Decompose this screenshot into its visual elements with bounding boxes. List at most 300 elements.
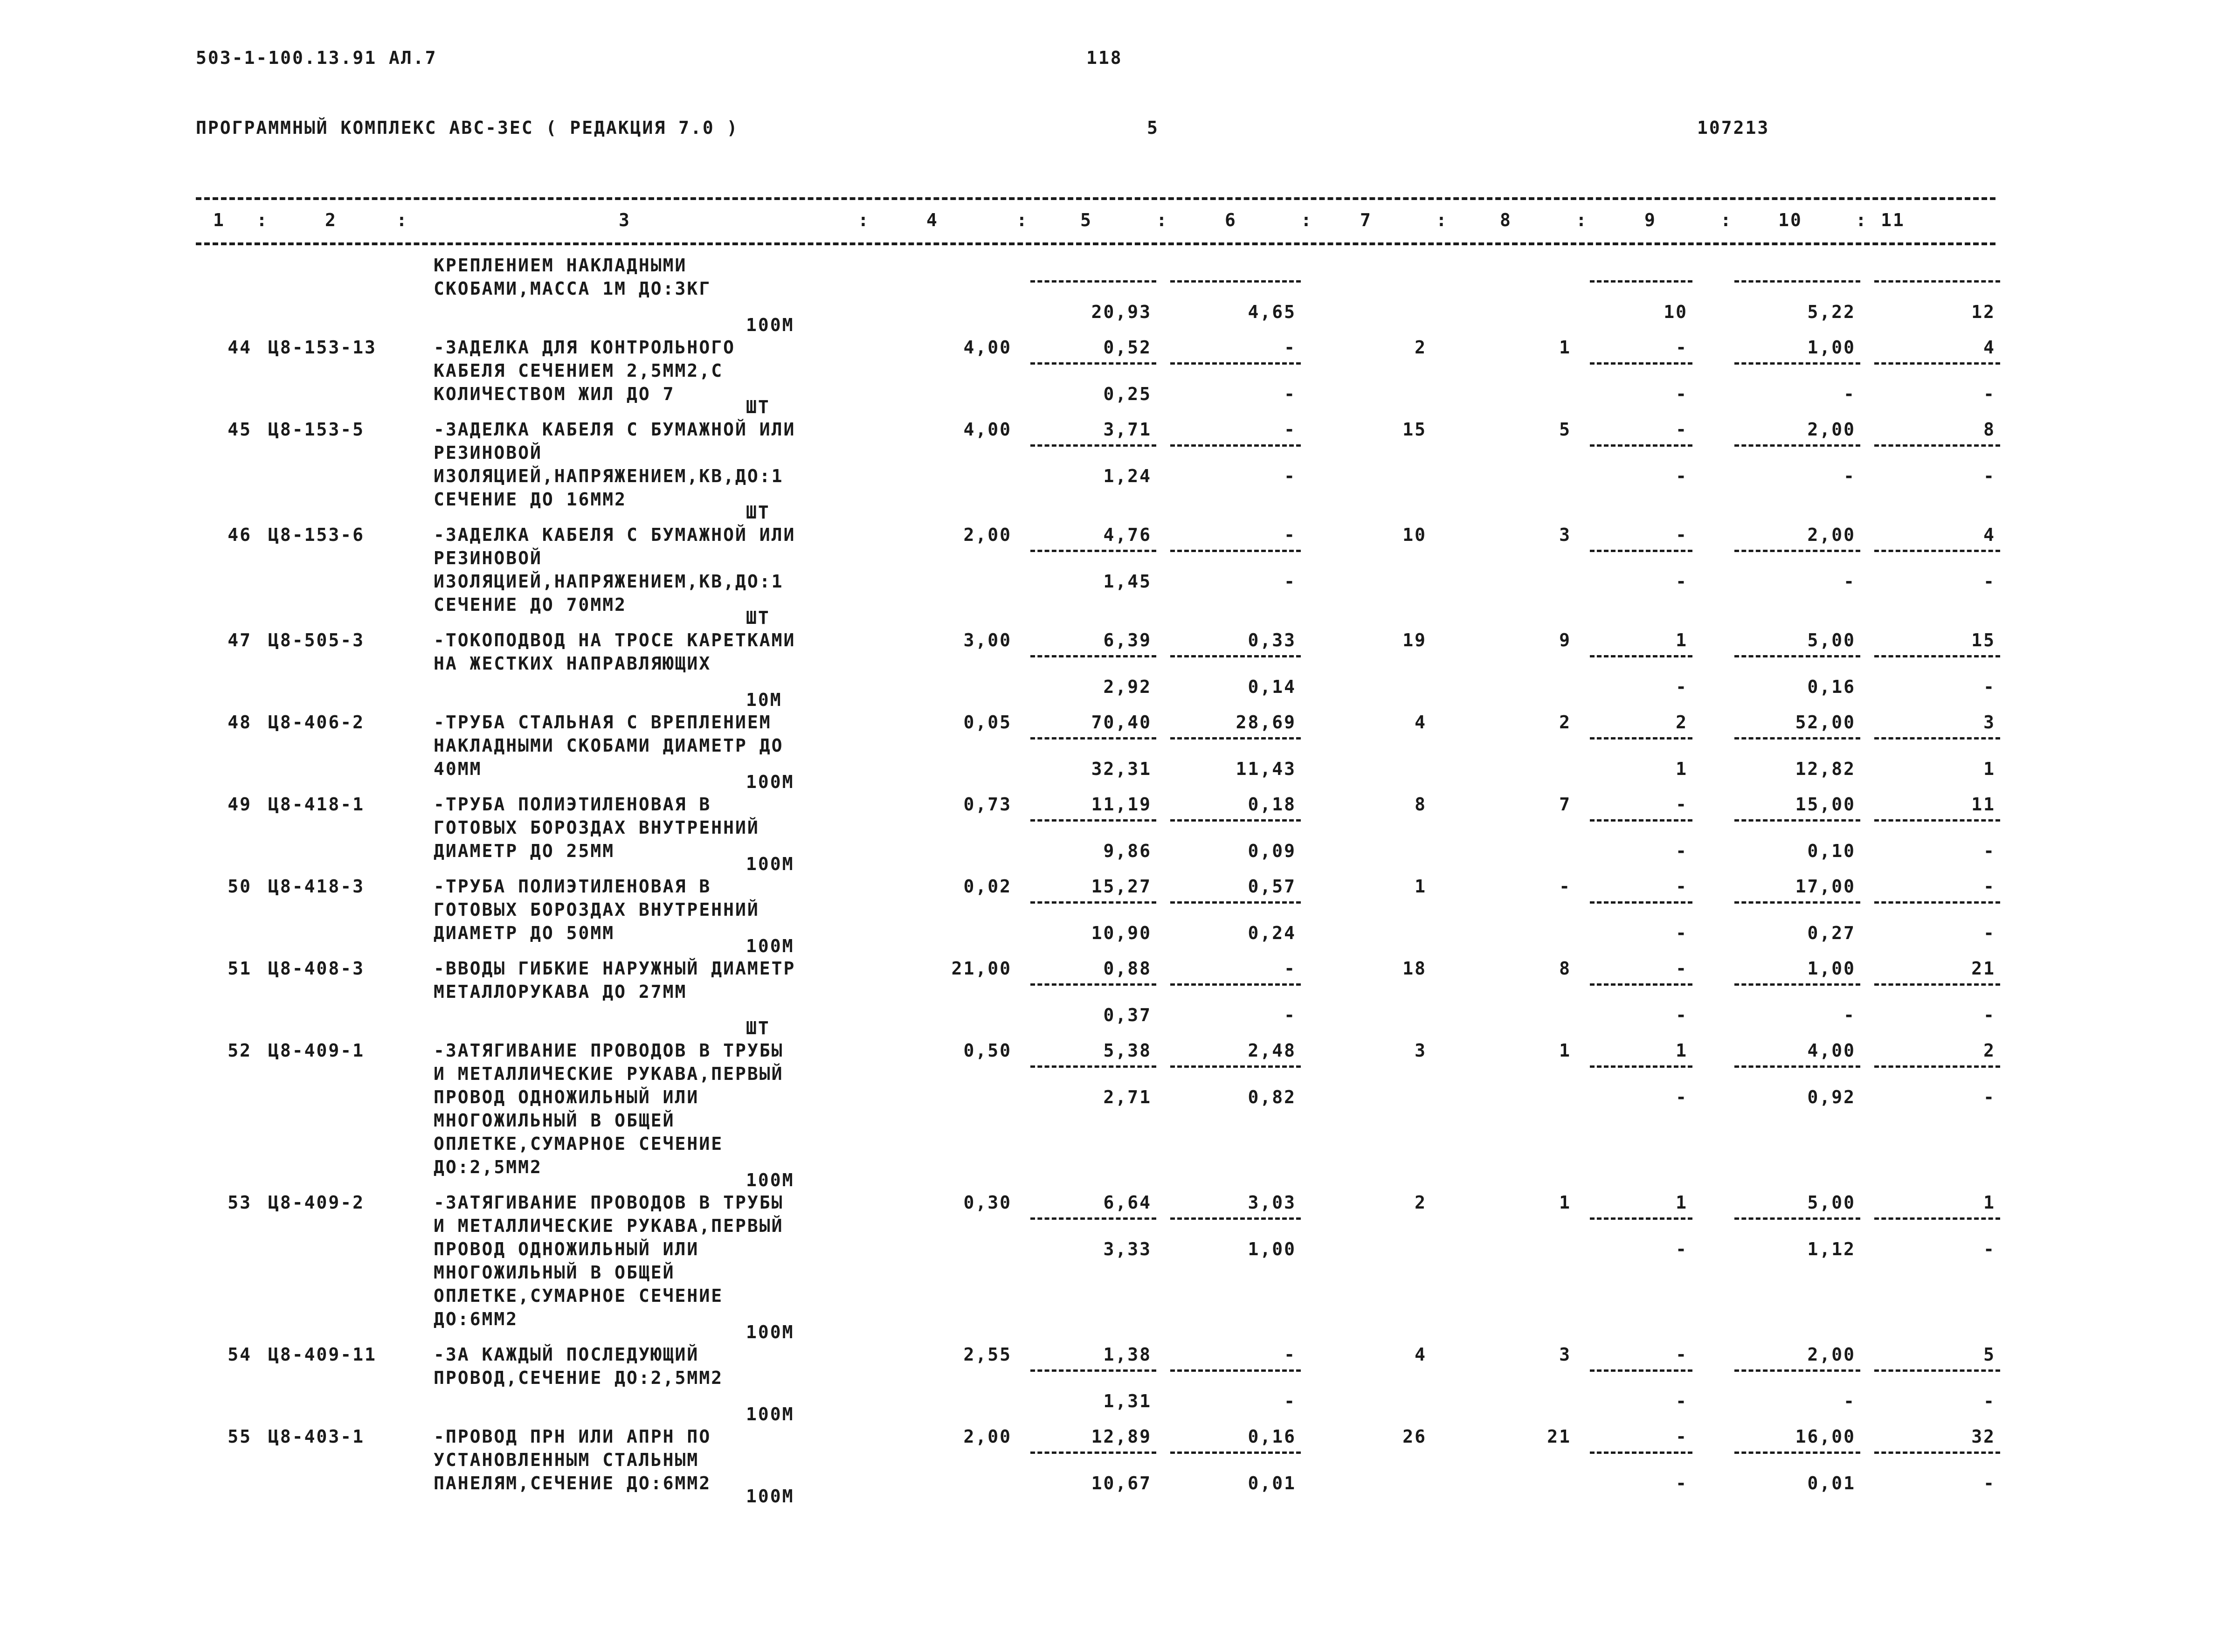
- item-description-line: ОПЛЕТКЕ,СУМАРНОЕ СЕЧЕНИЕ: [434, 1286, 724, 1306]
- col5-value: 6,64: [1103, 1192, 1152, 1213]
- document-code: 107213: [1697, 118, 1770, 138]
- col11-value: 4: [1983, 337, 1995, 358]
- col9-value: 2: [1676, 712, 1688, 733]
- item-description-line: -ЗАДЕЛКА КАБЕЛЯ С БУМАЖНОЙ ИЛИ: [434, 525, 796, 545]
- col9-second-value: -: [1676, 466, 1688, 486]
- col6-value: -: [1284, 337, 1296, 358]
- item-code: Ц8-403-1: [268, 1426, 365, 1447]
- col5-second-value: 10,67: [1091, 1473, 1152, 1493]
- col10-underline: [1734, 1217, 1860, 1220]
- item-number: 48: [228, 712, 252, 733]
- col8-value: 5: [1559, 419, 1571, 440]
- item-description-line: ДИАМЕТР ДО 25ММ: [434, 841, 615, 861]
- col7-value: 26: [1402, 1426, 1427, 1447]
- column-number-9: 9: [1644, 210, 1657, 230]
- section-number: 5: [1147, 118, 1159, 138]
- col11-underline: [1874, 983, 2000, 986]
- item-description-line: СЕЧЕНИЕ ДО 70ММ2: [434, 594, 627, 615]
- col9-second-value: -: [1676, 923, 1688, 943]
- item-description-line: -ЗА КАЖДЫЙ ПОСЛЕДУЮЩИЙ: [434, 1344, 699, 1365]
- table-top-rule: [196, 197, 1995, 200]
- col10-underline: [1734, 550, 1860, 552]
- item-code: Ц8-153-5: [268, 419, 365, 440]
- item-description-line: РЕЗИНОВОЙ: [434, 442, 542, 463]
- column-number-8: 8: [1500, 210, 1512, 230]
- col9-underline: [1590, 550, 1692, 552]
- unit-of-measure: 100М: [746, 315, 794, 335]
- item-description-line: -ПРОВОД ПРН ИЛИ АПРН ПО: [434, 1426, 711, 1447]
- col10-underline: [1734, 444, 1860, 447]
- col6-underline: [1170, 1065, 1301, 1068]
- unit-of-measure: 100М: [746, 1404, 794, 1424]
- col10-underline: [1734, 280, 1860, 283]
- col7-value: 2: [1415, 1192, 1427, 1213]
- col10-value: 2,00: [1807, 1344, 1856, 1365]
- col10-value: 52,00: [1795, 712, 1856, 733]
- col11-underline: [1874, 1217, 2000, 1220]
- col9-underline: [1590, 737, 1692, 740]
- col11-second-value: -: [1983, 1239, 1995, 1259]
- col10-second-value: 0,16: [1807, 677, 1856, 697]
- col10-second-value: 0,27: [1807, 923, 1856, 943]
- col6-second-value: 0,82: [1248, 1087, 1296, 1107]
- item-description-line: -ЗАДЕЛКА КАБЕЛЯ С БУМАЖНОЙ ИЛИ: [434, 419, 796, 440]
- col10-second-value: -: [1843, 1391, 1856, 1411]
- col11-second-value: -: [1983, 1087, 1995, 1107]
- col9-value: -: [1676, 876, 1688, 897]
- col7-value: 18: [1402, 958, 1427, 979]
- item-description-line: СЕЧЕНИЕ ДО 16ММ2: [434, 489, 627, 510]
- col7-value: 19: [1402, 630, 1427, 650]
- column-separator: :: [1856, 210, 1868, 230]
- page-number: 118: [1086, 48, 1123, 68]
- col11-second-value: 12: [1971, 302, 1995, 322]
- item-number: 49: [228, 794, 252, 815]
- unit-of-measure: 100М: [746, 936, 794, 956]
- col8-value: 7: [1559, 794, 1571, 815]
- col6-second-value: -: [1284, 1005, 1296, 1025]
- col9-value: -: [1676, 1426, 1688, 1447]
- col10-underline: [1734, 819, 1860, 822]
- item-description-line: КАБЕЛЯ СЕЧЕНИЕМ 2,5ММ2,С: [434, 360, 724, 381]
- item-description-line: -ТРУБА ПОЛИЭТИЛЕНОВАЯ В: [434, 794, 711, 815]
- item-number: 54: [228, 1344, 252, 1365]
- col9-underline: [1590, 362, 1692, 365]
- col5-second-value: 2,92: [1103, 677, 1152, 697]
- col5-second-value: 2,71: [1103, 1087, 1152, 1107]
- col10-underline: [1734, 1369, 1860, 1372]
- unit-of-measure: 100М: [746, 1170, 794, 1190]
- document-reference: 503-1-100.13.91 АЛ.7: [196, 48, 437, 68]
- col5-value: 3,71: [1103, 419, 1152, 440]
- col9-second-value: 1: [1676, 759, 1688, 779]
- item-description-line: ПАНЕЛЯМ,СЕЧЕНИЕ ДО:6ММ2: [434, 1473, 711, 1493]
- item-description-line: И МЕТАЛЛИЧЕСКИЕ РУКАВА,ПЕРВЫЙ: [434, 1216, 784, 1236]
- item-code: Ц8-409-1: [268, 1040, 365, 1061]
- column-separator: :: [396, 210, 408, 230]
- item-code: Ц8-153-6: [268, 525, 365, 545]
- col10-underline: [1734, 1452, 1860, 1454]
- col6-underline: [1170, 737, 1301, 740]
- col9-value: -: [1676, 958, 1688, 979]
- item-description-line: -ВВОДЫ ГИБКИЕ НАРУЖНЫЙ ДИАМЕТР: [434, 958, 796, 979]
- col5-value: 70,40: [1091, 712, 1152, 733]
- col6-underline: [1170, 1452, 1301, 1454]
- item-description-line: ПРОВОД ОДНОЖИЛЬНЫЙ ИЛИ: [434, 1087, 699, 1107]
- col10-underline: [1734, 983, 1860, 986]
- col11-underline: [1874, 1369, 2000, 1372]
- col11-second-value: -: [1983, 1473, 1995, 1493]
- col4-value: 2,00: [963, 525, 1012, 545]
- col10-second-value: 0,10: [1807, 841, 1856, 861]
- col7-value: 8: [1415, 794, 1427, 815]
- col4-value: 4,00: [963, 337, 1012, 358]
- item-description-line: ДО:2,5ММ2: [434, 1157, 542, 1177]
- col10-second-value: -: [1843, 1005, 1856, 1025]
- col10-value: 1,00: [1807, 958, 1856, 979]
- col10-value: 2,00: [1807, 525, 1856, 545]
- col4-value: 0,50: [963, 1040, 1012, 1061]
- col9-second-value: -: [1676, 571, 1688, 592]
- col6-value: 3,03: [1248, 1192, 1296, 1213]
- col11-underline: [1874, 1065, 2000, 1068]
- col6-underline: [1170, 983, 1301, 986]
- col7-value: 4: [1415, 1344, 1427, 1365]
- col6-underline: [1170, 1369, 1301, 1372]
- item-number: 50: [228, 876, 252, 897]
- column-number-2: 2: [325, 210, 337, 230]
- col5-underline: [1030, 655, 1156, 657]
- col7-value: 10: [1402, 525, 1427, 545]
- col11-underline: [1874, 362, 2000, 365]
- col5-second-value: 3,33: [1103, 1239, 1152, 1259]
- item-description-line: ИЗОЛЯЦИЕЙ,НАПРЯЖЕНИЕМ,КВ,ДО:1: [434, 571, 784, 592]
- item-description-line: КОЛИЧЕСТВОМ ЖИЛ ДО 7: [434, 384, 675, 404]
- col5-second-value: 0,25: [1103, 384, 1152, 404]
- col5-value: 12,89: [1091, 1426, 1152, 1447]
- column-separator: :: [256, 210, 269, 230]
- col9-value: -: [1676, 1344, 1688, 1365]
- col4-value: 2,55: [963, 1344, 1012, 1365]
- item-code: Ц8-153-13: [268, 337, 377, 358]
- col4-value: 0,73: [963, 794, 1012, 815]
- col4-value: 0,02: [963, 876, 1012, 897]
- col4-value: 21,00: [951, 958, 1012, 979]
- col10-value: 17,00: [1795, 876, 1856, 897]
- column-separator: :: [1436, 210, 1448, 230]
- item-description-line: -ТРУБА СТАЛЬНАЯ С ВРЕПЛЕНИЕМ: [434, 712, 772, 733]
- col5-second-value: 1,45: [1103, 571, 1152, 592]
- col8-value: 2: [1559, 712, 1571, 733]
- col10-value: 16,00: [1795, 1426, 1856, 1447]
- col6-second-value: 1,00: [1248, 1239, 1296, 1259]
- col11-underline: [1874, 655, 2000, 657]
- col5-underline: [1030, 1217, 1156, 1220]
- col6-second-value: -: [1284, 466, 1296, 486]
- col5-second-value: 20,93: [1091, 302, 1152, 322]
- item-description-line: МНОГОЖИЛЬНЫЙ В ОБЩЕЙ: [434, 1110, 675, 1131]
- col4-value: 0,05: [963, 712, 1012, 733]
- unit-of-measure: 100М: [746, 1322, 794, 1342]
- col11-underline: [1874, 280, 2000, 283]
- col5-underline: [1030, 1452, 1156, 1454]
- col7-value: 3: [1415, 1040, 1427, 1061]
- col11-second-value: -: [1983, 466, 1995, 486]
- column-number-6: 6: [1225, 210, 1237, 230]
- unit-of-measure: ШТ: [746, 1018, 770, 1038]
- col5-second-value: 0,37: [1103, 1005, 1152, 1025]
- item-description-line: ИЗОЛЯЦИЕЙ,НАПРЯЖЕНИЕМ,КВ,ДО:1: [434, 466, 784, 486]
- col5-underline: [1030, 819, 1156, 822]
- item-description-line: ГОТОВЫХ БОРОЗДАХ ВНУТРЕННИЙ: [434, 899, 759, 920]
- col5-value: 4,76: [1103, 525, 1152, 545]
- col9-value: 1: [1676, 1192, 1688, 1213]
- col9-second-value: -: [1676, 841, 1688, 861]
- col11-value: 21: [1971, 958, 1995, 979]
- unit-of-measure: ШТ: [746, 397, 770, 417]
- column-separator: :: [1016, 210, 1029, 230]
- col11-underline: [1874, 901, 2000, 904]
- unit-of-measure: 100М: [746, 854, 794, 874]
- item-code: Ц8-409-2: [268, 1192, 365, 1213]
- col11-value: 4: [1983, 525, 1995, 545]
- col9-underline: [1590, 1217, 1692, 1220]
- col8-value: 8: [1559, 958, 1571, 979]
- col5-underline: [1030, 362, 1156, 365]
- col7-value: 2: [1415, 337, 1427, 358]
- item-description-line: МНОГОЖИЛЬНЫЙ В ОБЩЕЙ: [434, 1262, 675, 1283]
- item-description-line: ДИАМЕТР ДО 50ММ: [434, 923, 615, 943]
- col5-value: 0,52: [1103, 337, 1152, 358]
- col7-value: 1: [1415, 876, 1427, 897]
- col4-value: 2,00: [963, 1426, 1012, 1447]
- col8-value: 1: [1559, 1192, 1571, 1213]
- col7-value: 15: [1402, 419, 1427, 440]
- col9-underline: [1590, 1065, 1692, 1068]
- col9-value: -: [1676, 794, 1688, 815]
- col9-underline: [1590, 819, 1692, 822]
- col8-value: 1: [1559, 1040, 1571, 1061]
- col10-underline: [1734, 362, 1860, 365]
- column-number-4: 4: [926, 210, 939, 230]
- item-number: 46: [228, 525, 252, 545]
- col9-underline: [1590, 1369, 1692, 1372]
- col11-value: -: [1983, 876, 1995, 897]
- col6-second-value: 0,14: [1248, 677, 1296, 697]
- column-number-5: 5: [1080, 210, 1092, 230]
- col5-value: 5,38: [1103, 1040, 1152, 1061]
- col10-underline: [1734, 901, 1860, 904]
- item-code: Ц8-505-3: [268, 630, 365, 650]
- col5-underline: [1030, 737, 1156, 740]
- col6-underline: [1170, 819, 1301, 822]
- item-number: 52: [228, 1040, 252, 1061]
- item-code: Ц8-418-1: [268, 794, 365, 815]
- col6-value: 2,48: [1248, 1040, 1296, 1061]
- item-description-line: НА ЖЕСТКИХ НАПРАВЛЯЮЩИХ: [434, 653, 711, 674]
- col9-value: -: [1676, 525, 1688, 545]
- item-description-line: ОПЛЕТКЕ,СУМАРНОЕ СЕЧЕНИЕ: [434, 1134, 724, 1154]
- column-separator: :: [1156, 210, 1168, 230]
- col5-underline: [1030, 1369, 1156, 1372]
- col6-value: 0,33: [1248, 630, 1296, 650]
- column-separator: :: [858, 210, 870, 230]
- col5-second-value: 1,31: [1103, 1391, 1152, 1411]
- col10-second-value: 0,01: [1807, 1473, 1856, 1493]
- col6-value: 0,18: [1248, 794, 1296, 815]
- column-separator: :: [1301, 210, 1313, 230]
- col9-underline: [1590, 444, 1692, 447]
- col9-value: -: [1676, 337, 1688, 358]
- col9-second-value: -: [1676, 384, 1688, 404]
- col6-underline: [1170, 1217, 1301, 1220]
- item-description-line: ПРОВОД,СЕЧЕНИЕ ДО:2,5ММ2: [434, 1368, 724, 1388]
- col9-value: 1: [1676, 1040, 1688, 1061]
- col9-value: -: [1676, 419, 1688, 440]
- col9-underline: [1590, 1452, 1692, 1454]
- col5-underline: [1030, 280, 1156, 283]
- col6-second-value: -: [1284, 571, 1296, 592]
- col11-value: 2: [1983, 1040, 1995, 1061]
- col5-second-value: 1,24: [1103, 466, 1152, 486]
- column-separator: :: [1576, 210, 1588, 230]
- item-code: Ц8-406-2: [268, 712, 365, 733]
- col11-value: 5: [1983, 1344, 1995, 1365]
- col10-second-value: 1,12: [1807, 1239, 1856, 1259]
- col5-value: 6,39: [1103, 630, 1152, 650]
- col5-underline: [1030, 1065, 1156, 1068]
- col5-second-value: 9,86: [1103, 841, 1152, 861]
- col9-second-value: -: [1676, 1391, 1688, 1411]
- col6-value: -: [1284, 419, 1296, 440]
- col10-value: 2,00: [1807, 419, 1856, 440]
- item-number: 51: [228, 958, 252, 979]
- col5-second-value: 32,31: [1091, 759, 1152, 779]
- item-description-line: -ЗАТЯГИВАНИЕ ПРОВОДОВ В ТРУБЫ: [434, 1192, 784, 1213]
- col11-value: 8: [1983, 419, 1995, 440]
- col6-second-value: 0,24: [1248, 923, 1296, 943]
- item-number: 53: [228, 1192, 252, 1213]
- col6-underline: [1170, 655, 1301, 657]
- item-description-line: НАКЛАДНЫМИ СКОБАМИ ДИАМЕТР ДО: [434, 735, 784, 756]
- col10-value: 15,00: [1795, 794, 1856, 815]
- col11-second-value: -: [1983, 1391, 1995, 1411]
- col9-underline: [1590, 901, 1692, 904]
- col6-second-value: 4,65: [1248, 302, 1296, 322]
- col5-value: 15,27: [1091, 876, 1152, 897]
- item-description-line: МЕТАЛЛОРУКАВА ДО 27ММ: [434, 982, 687, 1002]
- col10-second-value: -: [1843, 571, 1856, 592]
- item-description-line: -ЗАДЕЛКА ДЛЯ КОНТРОЛЬНОГО: [434, 337, 735, 358]
- col10-underline: [1734, 655, 1860, 657]
- col11-value: 15: [1971, 630, 1995, 650]
- col5-value: 1,38: [1103, 1344, 1152, 1365]
- col6-second-value: 0,01: [1248, 1473, 1296, 1493]
- col9-second-value: -: [1676, 677, 1688, 697]
- item-description-line: 40ММ: [434, 759, 482, 779]
- col4-value: 4,00: [963, 419, 1012, 440]
- item-description-line: -ТОКОПОДВОД НА ТРОСЕ КАРЕТКАМИ: [434, 630, 796, 650]
- item-number: 55: [228, 1426, 252, 1447]
- col6-underline: [1170, 444, 1301, 447]
- col11-value: 32: [1971, 1426, 1995, 1447]
- column-number-7: 7: [1360, 210, 1372, 230]
- item-code: Ц8-408-3: [268, 958, 365, 979]
- col9-underline: [1590, 655, 1692, 657]
- col9-second-value: 10: [1664, 302, 1688, 322]
- col11-second-value: -: [1983, 384, 1995, 404]
- col9-second-value: -: [1676, 1005, 1688, 1025]
- col11-second-value: -: [1983, 677, 1995, 697]
- item-description-line: РЕЗИНОВОЙ: [434, 548, 542, 568]
- col11-second-value: -: [1983, 841, 1995, 861]
- col5-underline: [1030, 983, 1156, 986]
- col11-second-value: 1: [1983, 759, 1995, 779]
- col10-value: 1,00: [1807, 337, 1856, 358]
- col6-underline: [1170, 901, 1301, 904]
- column-separator: :: [1720, 210, 1733, 230]
- item-description-line: КРЕПЛЕНИЕМ НАКЛАДНЫМИ: [434, 255, 687, 276]
- column-number-11: 11: [1881, 210, 1905, 230]
- col5-underline: [1030, 444, 1156, 447]
- col6-second-value: -: [1284, 384, 1296, 404]
- col6-value: -: [1284, 958, 1296, 979]
- col9-underline: [1590, 983, 1692, 986]
- unit-of-measure: 100М: [746, 1486, 794, 1507]
- column-number-3: 3: [619, 210, 631, 230]
- col8-value: 1: [1559, 337, 1571, 358]
- item-number: 45: [228, 419, 252, 440]
- col5-second-value: 10,90: [1091, 923, 1152, 943]
- col8-value: -: [1559, 876, 1571, 897]
- col6-second-value: 0,09: [1248, 841, 1296, 861]
- col11-second-value: -: [1983, 571, 1995, 592]
- item-code: Ц8-409-11: [268, 1344, 377, 1365]
- col6-value: -: [1284, 1344, 1296, 1365]
- col8-value: 9: [1559, 630, 1571, 650]
- col8-value: 21: [1547, 1426, 1571, 1447]
- col8-value: 3: [1559, 525, 1571, 545]
- col9-second-value: -: [1676, 1087, 1688, 1107]
- column-number-10: 10: [1778, 210, 1802, 230]
- col8-value: 3: [1559, 1344, 1571, 1365]
- col9-second-value: -: [1676, 1473, 1688, 1493]
- col11-underline: [1874, 550, 2000, 552]
- item-description-line: СКОБАМИ,МАССА 1М ДО:3КГ: [434, 278, 711, 299]
- item-code: Ц8-418-3: [268, 876, 365, 897]
- col6-value: 0,57: [1248, 876, 1296, 897]
- col9-second-value: -: [1676, 1239, 1688, 1259]
- col10-value: 5,00: [1807, 1192, 1856, 1213]
- col10-value: 4,00: [1807, 1040, 1856, 1061]
- col5-underline: [1030, 550, 1156, 552]
- col11-underline: [1874, 819, 2000, 822]
- col11-value: 11: [1971, 794, 1995, 815]
- col10-underline: [1734, 1065, 1860, 1068]
- col4-value: 3,00: [963, 630, 1012, 650]
- unit-of-measure: ШТ: [746, 608, 770, 628]
- item-description-line: -ЗАТЯГИВАНИЕ ПРОВОДОВ В ТРУБЫ: [434, 1040, 784, 1061]
- item-number: 47: [228, 630, 252, 650]
- col6-value: -: [1284, 525, 1296, 545]
- col10-second-value: -: [1843, 384, 1856, 404]
- item-description-line: И МЕТАЛЛИЧЕСКИЕ РУКАВА,ПЕРВЫЙ: [434, 1064, 784, 1084]
- item-description-line: ПРОВОД ОДНОЖИЛЬНЫЙ ИЛИ: [434, 1239, 699, 1259]
- item-description-line: -ТРУБА ПОЛИЭТИЛЕНОВАЯ В: [434, 876, 711, 897]
- col6-underline: [1170, 550, 1301, 552]
- col10-underline: [1734, 737, 1860, 740]
- table-header-rule: [196, 242, 1995, 245]
